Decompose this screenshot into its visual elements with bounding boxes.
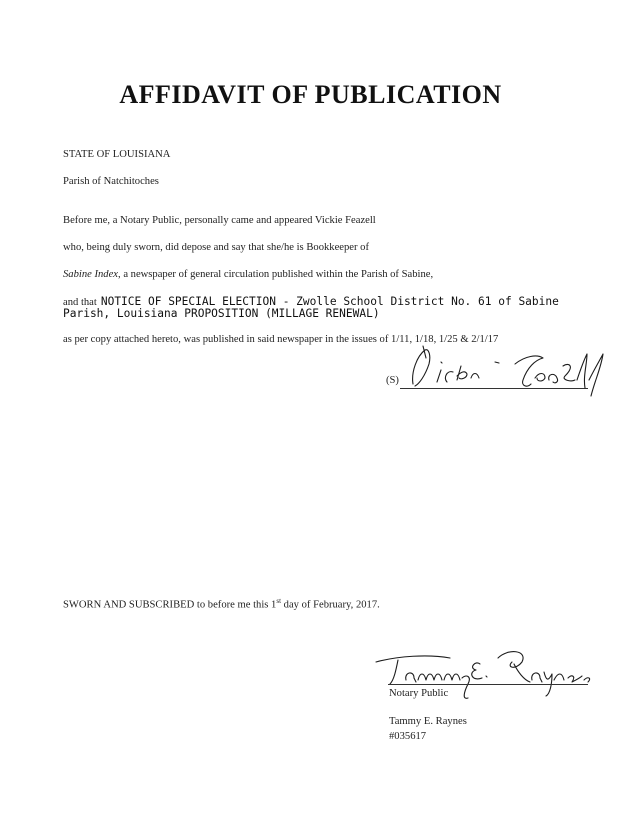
affiant-signature xyxy=(395,340,615,410)
notary-label: Notary Public xyxy=(389,688,449,699)
state-line: STATE OF LOUISIANA xyxy=(63,149,171,160)
sworn-statement xyxy=(63,597,380,611)
issues-line: as per copy attached hereto, was published in said newspaper in the issues of 1/11, 1/18, 1/25 & 2/1/17 xyxy=(63,334,499,345)
notary-name: Tammy E. Raynes xyxy=(389,716,467,727)
sworn-before: SWORN AND SUBSCRIBED to before me this 1 xyxy=(63,599,277,611)
sworn-line: who, being duly sworn, did depose and say that she/he is Bookkeeper of xyxy=(63,242,369,253)
sworn-after: day of February, 2017. xyxy=(281,599,380,611)
newspaper-line xyxy=(63,269,433,280)
newspaper-name: Sabine Index xyxy=(63,269,119,280)
sworn-superscript: st xyxy=(276,597,282,605)
document-title: AFFIDAVIT OF PUBLICATION xyxy=(119,80,502,109)
parish-line: Parish of Natchitoches xyxy=(63,176,159,187)
newspaper-description: , a newspaper of general circulation published within the Parish of Sabine, xyxy=(118,269,434,280)
notice-text-1: NOTICE OF SPECIAL ELECTION - Zwolle School District No. 61 of Sabine xyxy=(100,295,559,308)
notary-appearance-line: Before me, a Notary Public, personally came and appeared Vickie Feazell xyxy=(63,215,376,226)
and-that-label: and that xyxy=(63,297,97,308)
signature-prefix: (S) xyxy=(386,375,399,386)
notary-id: #035617 xyxy=(389,731,427,742)
notary-signature-line xyxy=(388,684,588,685)
notice-line-2: Parish, Louisiana PROPOSITION (MILLAGE RENEWAL) xyxy=(63,307,380,320)
